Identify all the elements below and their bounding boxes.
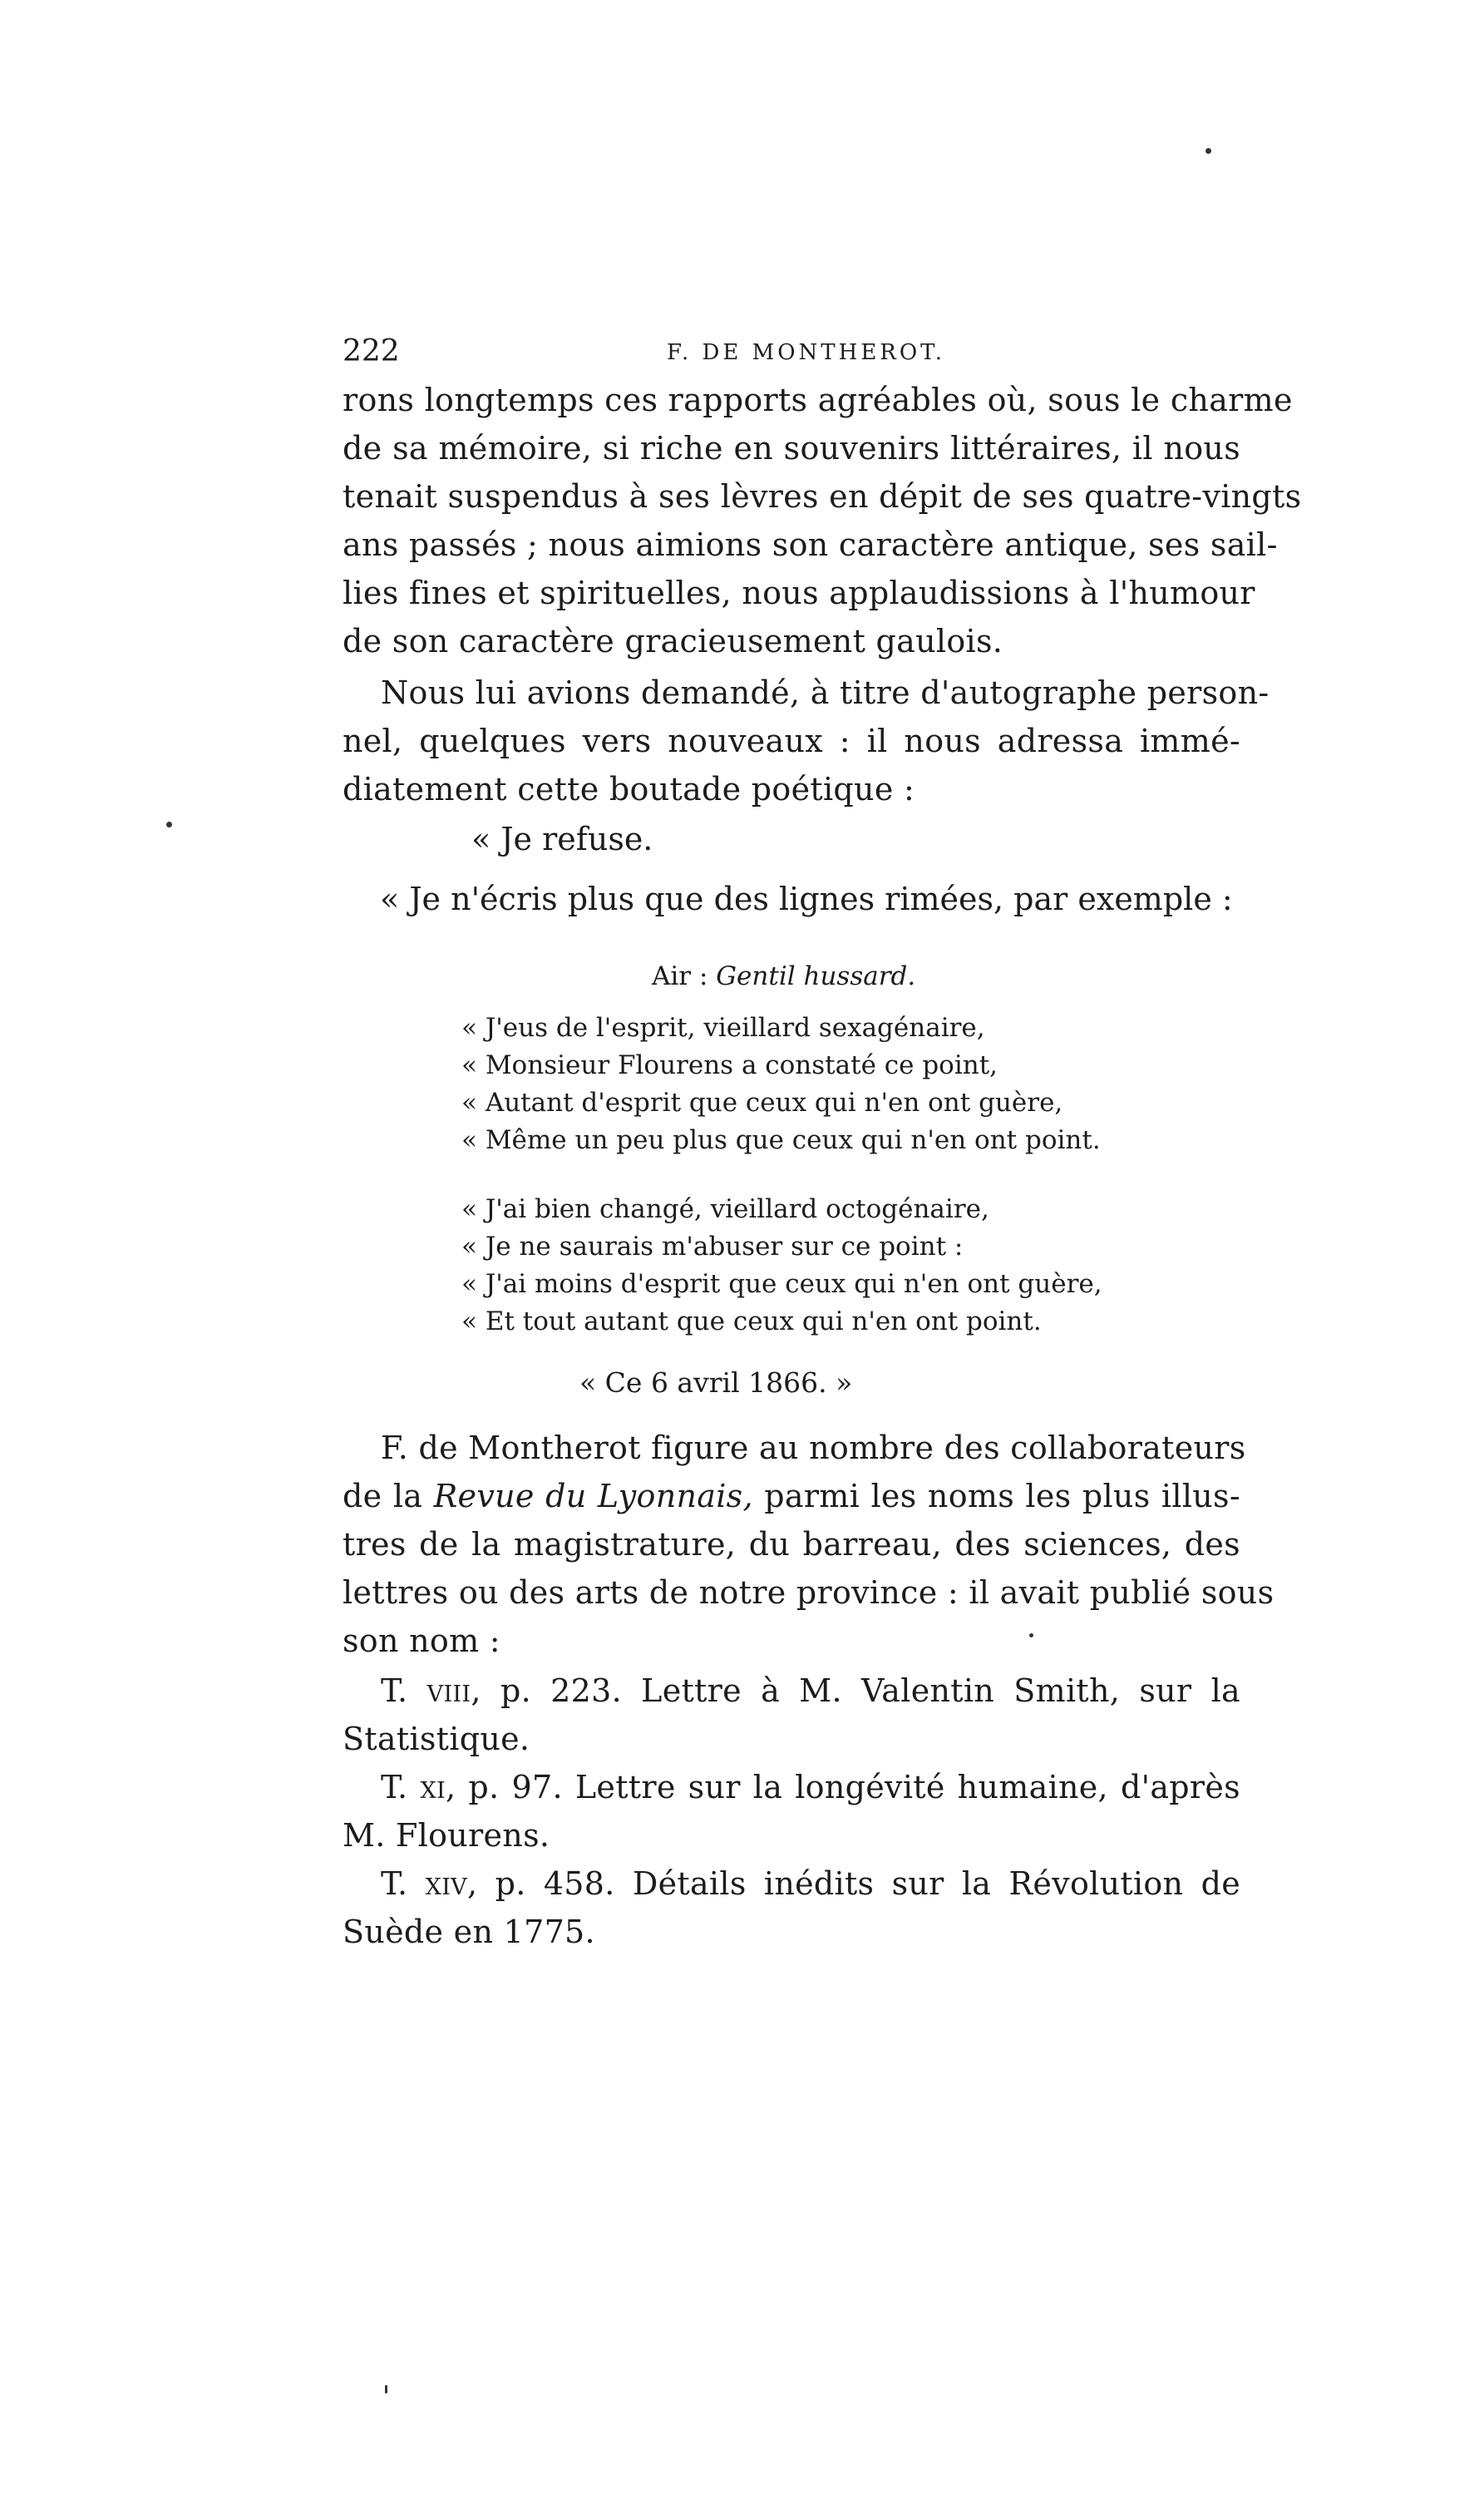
text-line: son nom : [343,1622,500,1659]
letter-refuse-line: « Je refuse. [471,821,653,857]
text-line: ans passés ; nous aimions son caractère antique, ses sail- [343,526,1278,563]
text-line [343,1667,1240,1715]
text-line: lettres ou des arts de notre province : il avait publié sous [343,1574,1274,1611]
text-fragment: , p. 223. Lettre à M. Valentin Smith, sur la [471,1672,1240,1709]
scan-speck [166,822,172,827]
page-header [343,331,1240,373]
page-number: 222 [343,334,400,368]
scan-speck [1029,1633,1033,1637]
text-line: Statistique. [343,1721,530,1757]
text-line: M. Flourens. [343,1817,550,1854]
text-fragment: , p. 458. Détails inédits sur la Révolution de [466,1865,1240,1902]
date-line: « Ce 6 avril 1866. » [579,1366,853,1399]
text-fragment: parmi les noms les plus illus- [752,1478,1240,1514]
text-fragment: T. [381,1769,421,1805]
poem-line: « Monsieur Flourens a constaté ce point, [461,1050,998,1080]
revue-title: Revue du Lyonnais, [433,1478,753,1514]
air-heading [343,958,1240,995]
scan-speck [1205,148,1211,154]
poem-line: « J'ai bien changé, vieillard octogénaire, [461,1194,989,1224]
publication-list [343,1667,1240,1956]
poem-line: « Et tout autant que ceux qui n'en ont point. [461,1306,1042,1336]
poem-line: « Même un peu plus que ceux qui n'en ont point. [461,1125,1101,1155]
tome-numeral: viii [426,1672,471,1709]
text-line: de son caractère gracieusement gaulois. [343,623,1003,659]
text-fragment: T. [381,1672,427,1709]
air-label: Air : [652,961,717,991]
text-line: lies fines et spirituelles, nous applaudissions à l'humour [343,575,1255,611]
publication-entry [343,1763,1240,1859]
paragraph-continuation [343,376,1302,665]
text-line: rons longtemps ces rapports agréables où, sous le charme [343,382,1293,418]
publication-entry [343,1859,1240,1956]
text-line: diatement cette boutade poétique : [343,771,915,808]
text-line: de sa mémoire, si riche en souvenirs littéraires, il nous [343,430,1240,467]
text-line: nel, quelques vers nouveaux : il nous adressa immé- [343,723,1240,759]
publication-entry [343,1667,1240,1763]
paragraph-request [343,669,1270,813]
letter-date [343,1362,1240,1404]
poem-line: « Autant d'esprit que ceux qui n'en ont guère, [461,1088,1063,1118]
poem-stanza-1 [461,1010,1127,1159]
running-head: F. DE MONTHEROT. [667,340,945,365]
poem-line: « J'eus de l'esprit, vieillard sexagénaire, [461,1013,985,1043]
text-line: tres de la magistrature, du barreau, des sciences, des [343,1526,1240,1563]
text-line: Nous lui avions demandé, à titre d'autographe person- [381,674,1270,711]
paragraph-collaborators [343,1424,1274,1665]
text-line [343,1859,1240,1908]
tome-numeral: xi [420,1769,446,1805]
poem-line: « Je ne saurais m'abuser sur ce point : [461,1232,964,1262]
text-fragment: , p. 97. Lettre sur la longévité humaine, d'après [446,1769,1240,1805]
text-line [343,1472,1240,1520]
air-title: Gentil hussard. [716,961,916,991]
text-line: Suède en 1775. [343,1914,595,1950]
text-fragment: T. [381,1865,426,1902]
letter-opening [343,815,1240,923]
letter-ecris-line: « Je n'écris plus que des lignes rimées, par exemple : [380,881,1233,917]
text-fragment: de la [343,1478,434,1514]
poem-line: « J'ai moins d'esprit que ceux qui n'en ont guère, [461,1269,1102,1299]
tome-numeral: xiv [425,1865,467,1902]
poem-stanza-2 [461,1191,1127,1341]
text-line: F. de Montherot figure au nombre des collaborateurs [381,1430,1246,1466]
text-line [343,1763,1240,1811]
scan-speck [385,2385,387,2393]
text-line: tenait suspendus à ses lèvres en dépit de ses quatre-vingts [343,478,1302,515]
